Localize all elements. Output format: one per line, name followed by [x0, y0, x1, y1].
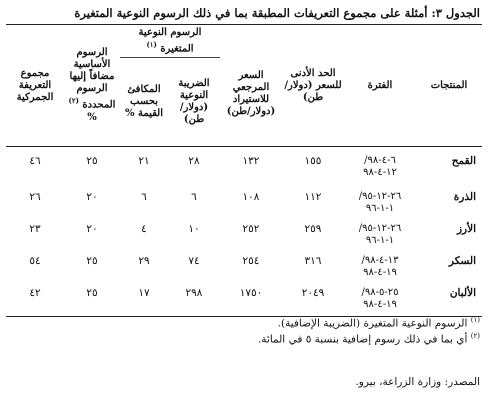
header-products: المنتجات	[416, 25, 482, 147]
cell-period-end: ١٢-٤-٩٨	[363, 166, 397, 178]
cell-specific: ٧٤	[188, 254, 200, 267]
cell-period	[344, 191, 416, 223]
cell-specific: ٦	[191, 190, 197, 203]
header-variable-specific: الضريبة النوعية (دولار/ طن)	[168, 58, 220, 147]
cell-ref-price: ٢٥٤	[242, 254, 260, 267]
cell-period	[344, 287, 416, 317]
cell-total: ٢٦	[29, 190, 41, 203]
table-row	[6, 147, 482, 155]
cell-ref-price: ١٣٢	[242, 154, 260, 167]
cell-min-price: ١٥٥	[304, 154, 322, 167]
header-basic-unit: %	[87, 111, 97, 123]
cell-equiv: ١٧	[120, 287, 168, 317]
header-basic-group	[64, 25, 120, 147]
cell-period-end: ١-١-٩٦	[365, 202, 395, 214]
cell-basic: ٢٥	[64, 287, 120, 317]
cell-equiv: ٢٩	[138, 254, 150, 267]
cell-specific: ٢٩٨	[168, 287, 220, 317]
cell-product: السكر	[448, 254, 476, 267]
footnote-2-text: أي بما في ذلك رسوم إضافية بنسبة ٥ في المائة.	[257, 333, 468, 346]
cell-specific: ٢٨	[188, 154, 200, 167]
cell-period-start: ٢٥-٥-٩٨/	[361, 286, 399, 298]
source-note: المصدر: وزارة الزراعة، بيرو.	[355, 376, 480, 388]
cell-specific: ١٠	[188, 222, 200, 235]
footnote-2	[8, 332, 480, 346]
header-ref-price: السعر المرجعي للاستيراد (دولار/طن)	[220, 25, 282, 147]
cell-min-price: ١١٢	[304, 190, 322, 203]
cell-period	[344, 223, 416, 255]
cell-product: الذرة	[453, 190, 476, 203]
cell-basic: ٢٠	[86, 190, 98, 203]
cell-basic: ٢٠	[86, 222, 98, 235]
cell-period	[344, 155, 416, 191]
header-variable-group	[120, 25, 220, 58]
header-period: الفترة	[344, 25, 416, 147]
cell-total: ٢٣	[29, 222, 41, 235]
cell-equiv: ٤	[141, 222, 147, 235]
table-row	[6, 155, 482, 191]
cell-period-end: ١٩-٤-٩٨	[363, 298, 397, 310]
cell-basic: ٢٥	[86, 154, 98, 167]
cell-basic: ٢٥	[86, 254, 98, 267]
cell-min-price: ٣١٦	[304, 254, 322, 267]
cell-period-end: ١٩-٤-٩٨	[363, 266, 397, 278]
footnote-1	[8, 316, 480, 330]
cell-product: القمح	[451, 154, 476, 167]
cell-period-start: ٢٦-١٢-٩٥/	[358, 190, 402, 202]
cell-equiv: ٦	[141, 190, 147, 203]
table-row	[6, 191, 482, 223]
cell-product: الألبان	[416, 287, 482, 317]
footnote-1-mark: (١)	[470, 316, 480, 324]
header-basic-group-note: (٢)	[68, 96, 79, 106]
cell-ref-price: ٢٥٢	[242, 222, 260, 235]
cell-period-start: ٦-٤-٩٨/	[364, 154, 396, 166]
cell-ref-price: ١٠٨	[242, 190, 260, 203]
footnote-2-mark: (٢)	[470, 332, 480, 340]
table-title: الجدول ٣: أمثلة على مجموع التعريفات المطبقة بما في ذلك الرسوم النوعية المتغيرة	[74, 6, 480, 20]
cell-period-start: ٢٦-١٢-٩٥/	[358, 222, 402, 234]
cell-total: ٤٢	[6, 287, 64, 317]
cell-min-price: ٢٥٩	[304, 222, 322, 235]
table-row	[6, 287, 482, 317]
cell-period-end: ١-١-٩٦	[365, 234, 395, 246]
cell-equiv: ٢١	[138, 154, 150, 167]
cell-total: ٤٦	[29, 154, 41, 167]
header-row-1	[6, 25, 482, 58]
header-variable-equiv: المكافئ بحسب القيمة %	[120, 58, 168, 147]
cell-total: ٥٤	[29, 254, 41, 267]
header-variable-group-label: الرسوم النوعية المتغيرة	[138, 26, 202, 55]
table-row	[6, 223, 482, 255]
cell-period	[344, 255, 416, 287]
tariff-table	[6, 24, 482, 317]
cell-min-price: ٢٠٤٩	[282, 287, 344, 317]
table-row	[6, 255, 482, 287]
header-variable-group-note: (١)	[146, 39, 157, 49]
header-basic-group-label: الرسوم الأساسية مضافاً إليها الرسوم المحددة	[69, 47, 116, 111]
header-min-price: الحد الأدنى للسعر (دولار/طن)	[282, 25, 344, 147]
cell-product: الأرز	[456, 222, 476, 235]
footnote-1-text: الرسوم النوعية المتغيرة (الضريبة الإضافية).	[277, 317, 468, 330]
cell-period-start: ١٣-٤-٩٨/	[361, 254, 399, 266]
header-total: مجموع التعريفة الجمركية	[6, 25, 64, 147]
cell-ref-price: ١٧٥٠	[220, 287, 282, 317]
